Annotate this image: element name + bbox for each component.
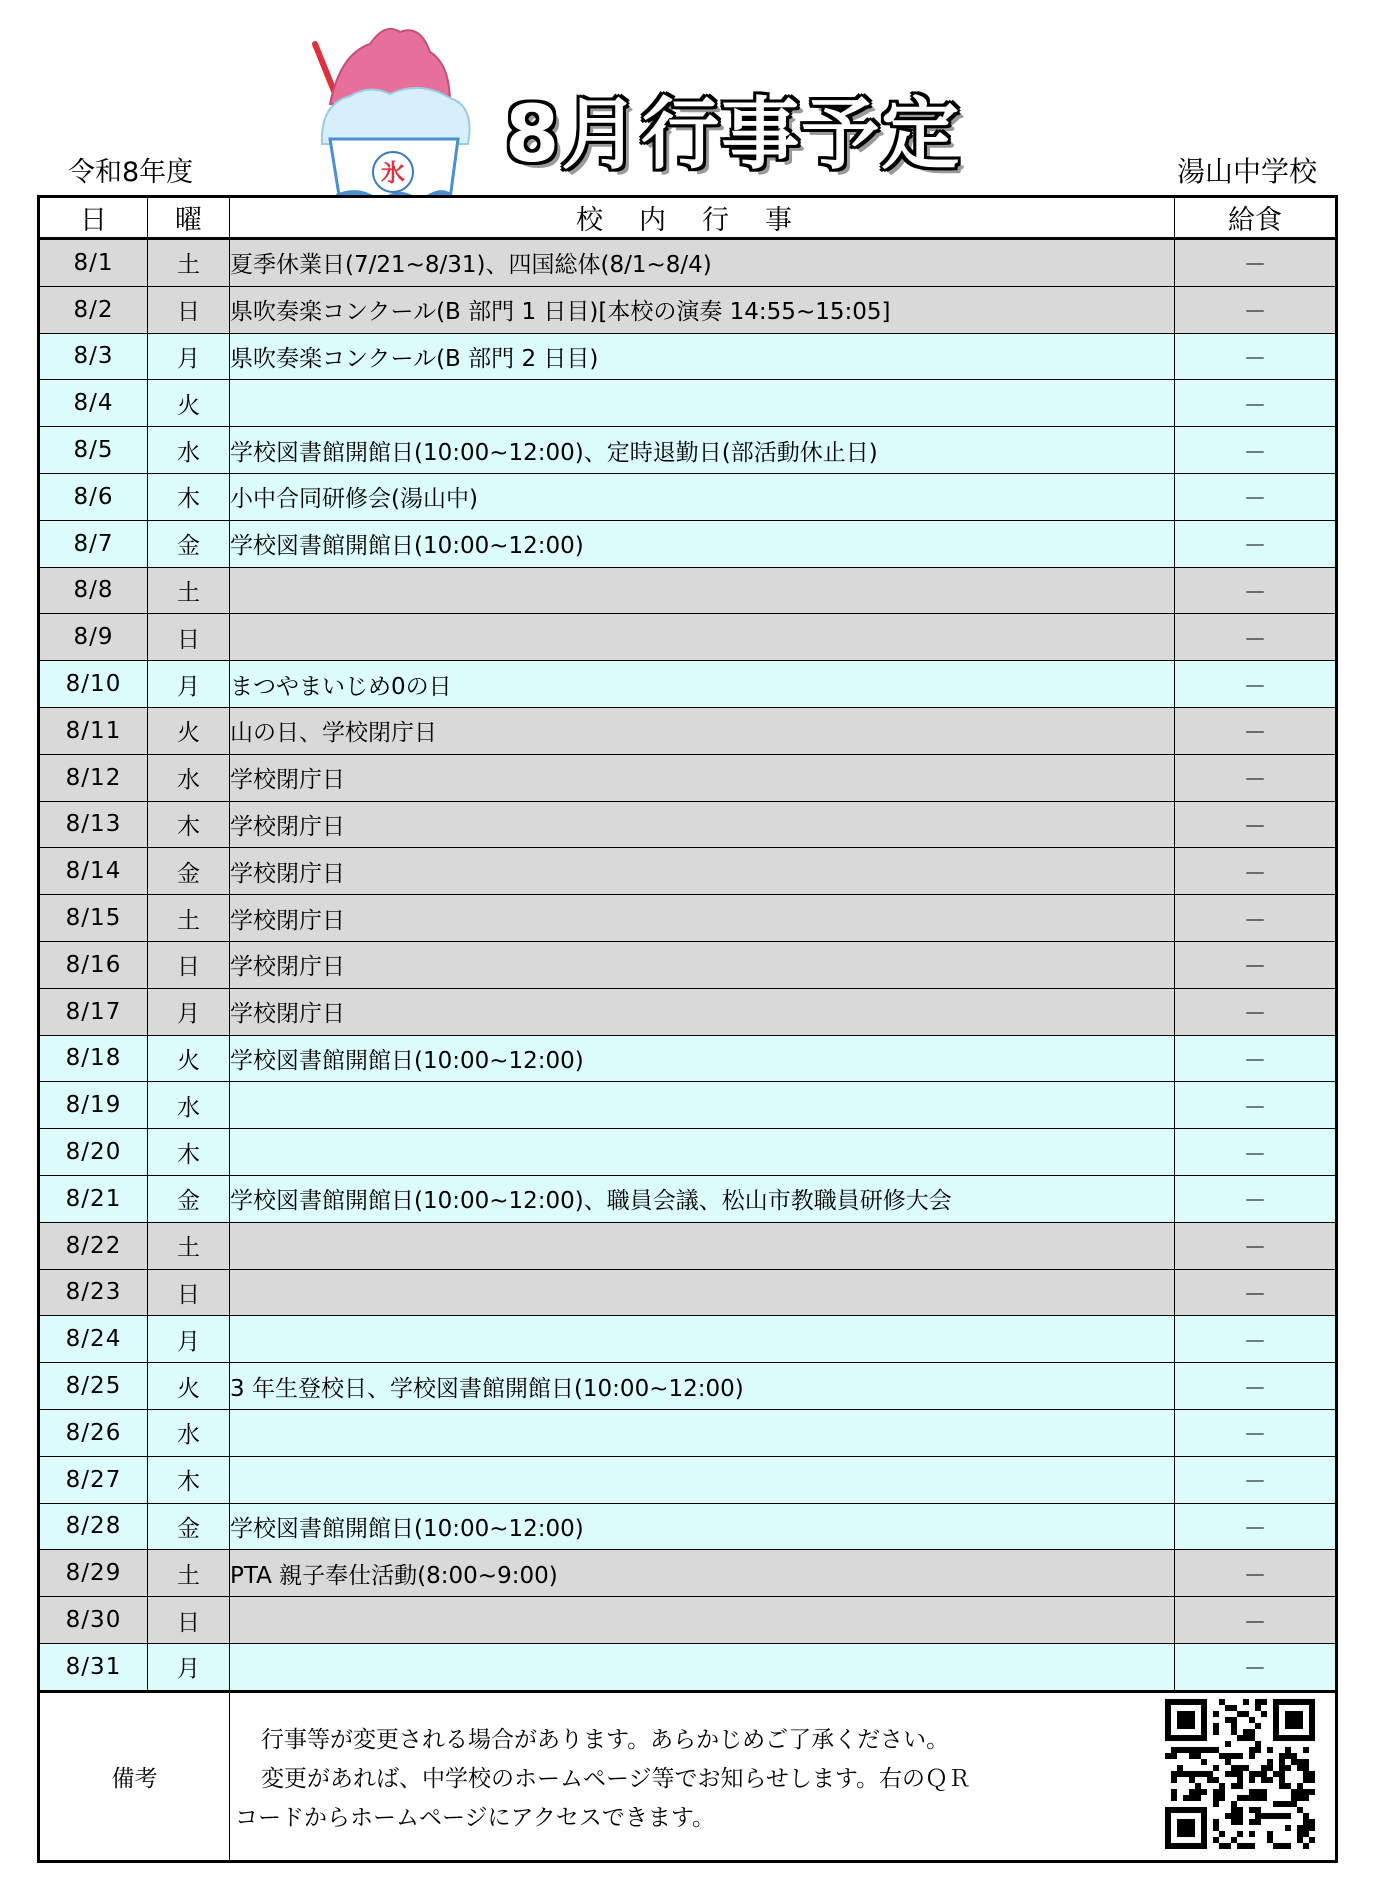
day-cell: 金: [148, 1175, 230, 1222]
day-cell: 火: [148, 707, 230, 754]
events-cell: [230, 1409, 1175, 1456]
lunch-cell: －: [1175, 614, 1337, 661]
day-cell: 火: [148, 1035, 230, 1082]
table-row: [39, 1269, 1337, 1316]
day-cell: 日: [148, 286, 230, 333]
table-row: [39, 286, 1337, 333]
lunch-cell: －: [1175, 1503, 1337, 1550]
lunch-cell: －: [1175, 286, 1337, 333]
date-cell: 8/27: [39, 1456, 148, 1503]
day-cell: 火: [148, 380, 230, 427]
table-row: [39, 988, 1337, 1035]
events-cell: [230, 380, 1175, 427]
date-cell: 8/2: [39, 286, 148, 333]
lunch-cell: －: [1175, 1175, 1337, 1222]
remarks-row: [39, 1691, 1337, 1861]
table-row: [39, 427, 1337, 474]
events-cell: [230, 1597, 1175, 1644]
events-cell: 県吹奏楽コンクール(B 部門 1 日目)[本校の演奏 14:55~15:05]: [230, 286, 1175, 333]
day-cell: 金: [148, 1503, 230, 1550]
events-cell: 学校閉庁日: [230, 988, 1175, 1035]
day-cell: 木: [148, 801, 230, 848]
events-cell: [230, 1316, 1175, 1363]
date-cell: 8/30: [39, 1597, 148, 1644]
day-cell: 土: [148, 239, 230, 287]
table-row: [39, 895, 1337, 942]
table-row: [39, 380, 1337, 427]
events-cell: 学校閉庁日: [230, 895, 1175, 942]
table-row: [39, 801, 1337, 848]
table-row: [39, 1129, 1337, 1176]
date-cell: 8/15: [39, 895, 148, 942]
table-row: [39, 1643, 1337, 1691]
page-title: 8月行事予定: [505, 90, 962, 180]
events-cell: 学校図書館開館日(10:00~12:00)、職員会議、松山市教職員研修大会: [230, 1175, 1175, 1222]
lunch-cell: －: [1175, 1129, 1337, 1176]
day-cell: 月: [148, 333, 230, 380]
table-row: [39, 614, 1337, 661]
table-row: [39, 1550, 1337, 1597]
day-cell: 水: [148, 1409, 230, 1456]
events-cell: [230, 1222, 1175, 1269]
lunch-cell: －: [1175, 1643, 1337, 1691]
events-cell: 学校図書館開館日(10:00~12:00): [230, 1503, 1175, 1550]
events-cell: 学校閉庁日: [230, 754, 1175, 801]
events-cell: [230, 1269, 1175, 1316]
lunch-cell: －: [1175, 941, 1337, 988]
day-cell: 日: [148, 1269, 230, 1316]
col-date-header: 日: [39, 197, 148, 239]
day-cell: 水: [148, 754, 230, 801]
remarks-body: [230, 1691, 1337, 1861]
lunch-cell: －: [1175, 567, 1337, 614]
day-cell: 金: [148, 520, 230, 567]
date-cell: 8/18: [39, 1035, 148, 1082]
lunch-cell: －: [1175, 1550, 1337, 1597]
date-cell: 8/20: [39, 1129, 148, 1176]
date-cell: 8/16: [39, 941, 148, 988]
lunch-cell: －: [1175, 1082, 1337, 1129]
events-cell: [230, 1082, 1175, 1129]
events-cell: 山の日、学校閉庁日: [230, 707, 1175, 754]
day-cell: 日: [148, 941, 230, 988]
lunch-cell: －: [1175, 1269, 1337, 1316]
events-cell: PTA 親子奉仕活動(8:00~9:00): [230, 1550, 1175, 1597]
date-cell: 8/3: [39, 333, 148, 380]
lunch-cell: －: [1175, 707, 1337, 754]
day-cell: 日: [148, 1597, 230, 1644]
day-cell: 水: [148, 1082, 230, 1129]
lunch-cell: －: [1175, 895, 1337, 942]
events-cell: 3 年生登校日、学校図書館開館日(10:00~12:00): [230, 1363, 1175, 1410]
events-cell: 学校閉庁日: [230, 941, 1175, 988]
ice-label: 氷: [381, 159, 405, 187]
date-cell: 8/24: [39, 1316, 148, 1363]
lunch-cell: －: [1175, 1222, 1337, 1269]
qr-code-icon[interactable]: [1165, 1699, 1315, 1849]
events-cell: 学校閉庁日: [230, 848, 1175, 895]
col-events-header: 校内行事: [230, 197, 1175, 239]
lunch-cell: －: [1175, 427, 1337, 474]
lunch-cell: －: [1175, 1035, 1337, 1082]
remarks-line-1: 行事等が変更される場合があります。あらかじめご了承ください。: [261, 1726, 950, 1753]
lunch-cell: －: [1175, 473, 1337, 520]
table-row: [39, 520, 1337, 567]
day-cell: 土: [148, 1222, 230, 1269]
lunch-cell: －: [1175, 988, 1337, 1035]
table-row: [39, 941, 1337, 988]
events-cell: [230, 567, 1175, 614]
fiscal-year: 令和8年度: [68, 157, 194, 188]
date-cell: 8/21: [39, 1175, 148, 1222]
date-cell: 8/8: [39, 567, 148, 614]
events-cell: まつやまいじめ0の日: [230, 661, 1175, 708]
date-cell: 8/12: [39, 754, 148, 801]
date-cell: 8/31: [39, 1643, 148, 1691]
day-cell: 木: [148, 1456, 230, 1503]
table-row: [39, 1316, 1337, 1363]
table-row: [39, 1409, 1337, 1456]
date-cell: 8/25: [39, 1363, 148, 1410]
table-row: [39, 754, 1337, 801]
remarks-line-2: 変更があれば、中学校のホームページ等でお知らせします。右のＱＲ: [261, 1765, 972, 1792]
day-cell: 日: [148, 614, 230, 661]
date-cell: 8/5: [39, 427, 148, 474]
date-cell: 8/4: [39, 380, 148, 427]
lunch-cell: －: [1175, 1363, 1337, 1410]
date-cell: 8/22: [39, 1222, 148, 1269]
table-row: [39, 1222, 1337, 1269]
events-cell: 夏季休業日(7/21~8/31)、四国総体(8/1~8/4): [230, 239, 1175, 287]
day-cell: 火: [148, 1363, 230, 1410]
date-cell: 8/14: [39, 848, 148, 895]
day-cell: 月: [148, 1316, 230, 1363]
lunch-cell: －: [1175, 333, 1337, 380]
lunch-cell: －: [1175, 661, 1337, 708]
events-cell: [230, 1129, 1175, 1176]
lunch-cell: －: [1175, 1456, 1337, 1503]
school-name: 湯山中学校: [1176, 155, 1317, 188]
lunch-cell: －: [1175, 1409, 1337, 1456]
events-cell: [230, 614, 1175, 661]
table-row: [39, 1363, 1337, 1410]
date-cell: 8/17: [39, 988, 148, 1035]
table-row: [39, 1082, 1337, 1129]
col-lunch-header: 給食: [1175, 197, 1337, 239]
events-cell: 県吹奏楽コンクール(B 部門 2 日目): [230, 333, 1175, 380]
header-row: [39, 197, 1337, 239]
day-cell: 月: [148, 1643, 230, 1691]
date-cell: 8/6: [39, 473, 148, 520]
events-cell: [230, 1643, 1175, 1691]
day-cell: 土: [148, 895, 230, 942]
lunch-cell: －: [1175, 239, 1337, 287]
col-day-header: 曜: [148, 197, 230, 239]
date-cell: 8/10: [39, 661, 148, 708]
table-row: [39, 473, 1337, 520]
table-row: [39, 707, 1337, 754]
table-row: [39, 661, 1337, 708]
date-cell: 8/23: [39, 1269, 148, 1316]
lunch-cell: －: [1175, 520, 1337, 567]
schedule-table: [37, 195, 1338, 1863]
day-cell: 水: [148, 427, 230, 474]
day-cell: 金: [148, 848, 230, 895]
remarks-line-3: コードからホームページにアクセスできます。: [235, 1804, 716, 1831]
day-cell: 土: [148, 1550, 230, 1597]
table-row: [39, 1035, 1337, 1082]
lunch-cell: －: [1175, 754, 1337, 801]
events-cell: 学校閉庁日: [230, 801, 1175, 848]
date-cell: 8/28: [39, 1503, 148, 1550]
lunch-cell: －: [1175, 1316, 1337, 1363]
date-cell: 8/26: [39, 1409, 148, 1456]
table-row: [39, 567, 1337, 614]
date-cell: 8/29: [39, 1550, 148, 1597]
events-cell: 学校図書館開館日(10:00~12:00): [230, 1035, 1175, 1082]
table-row: [39, 1503, 1337, 1550]
events-cell: 学校図書館開館日(10:00~12:00): [230, 520, 1175, 567]
events-cell: 学校図書館開館日(10:00~12:00)、定時退勤日(部活動休止日): [230, 427, 1175, 474]
day-cell: 土: [148, 567, 230, 614]
date-cell: 8/13: [39, 801, 148, 848]
events-cell: 小中合同研修会(湯山中): [230, 473, 1175, 520]
day-cell: 木: [148, 1129, 230, 1176]
table-row: [39, 333, 1337, 380]
table-row: [39, 1597, 1337, 1644]
table-row: [39, 239, 1337, 287]
day-cell: 月: [148, 661, 230, 708]
lunch-cell: －: [1175, 1597, 1337, 1644]
lunch-cell: －: [1175, 848, 1337, 895]
lunch-cell: －: [1175, 801, 1337, 848]
day-cell: 木: [148, 473, 230, 520]
date-cell: 8/1: [39, 239, 148, 287]
date-cell: 8/11: [39, 707, 148, 754]
table-row: [39, 848, 1337, 895]
lunch-cell: －: [1175, 380, 1337, 427]
remarks-label: 備考: [39, 1691, 230, 1861]
day-cell: 月: [148, 988, 230, 1035]
date-cell: 8/19: [39, 1082, 148, 1129]
table-row: [39, 1175, 1337, 1222]
date-cell: 8/9: [39, 614, 148, 661]
events-cell: [230, 1456, 1175, 1503]
date-cell: 8/7: [39, 520, 148, 567]
table-row: [39, 1456, 1337, 1503]
